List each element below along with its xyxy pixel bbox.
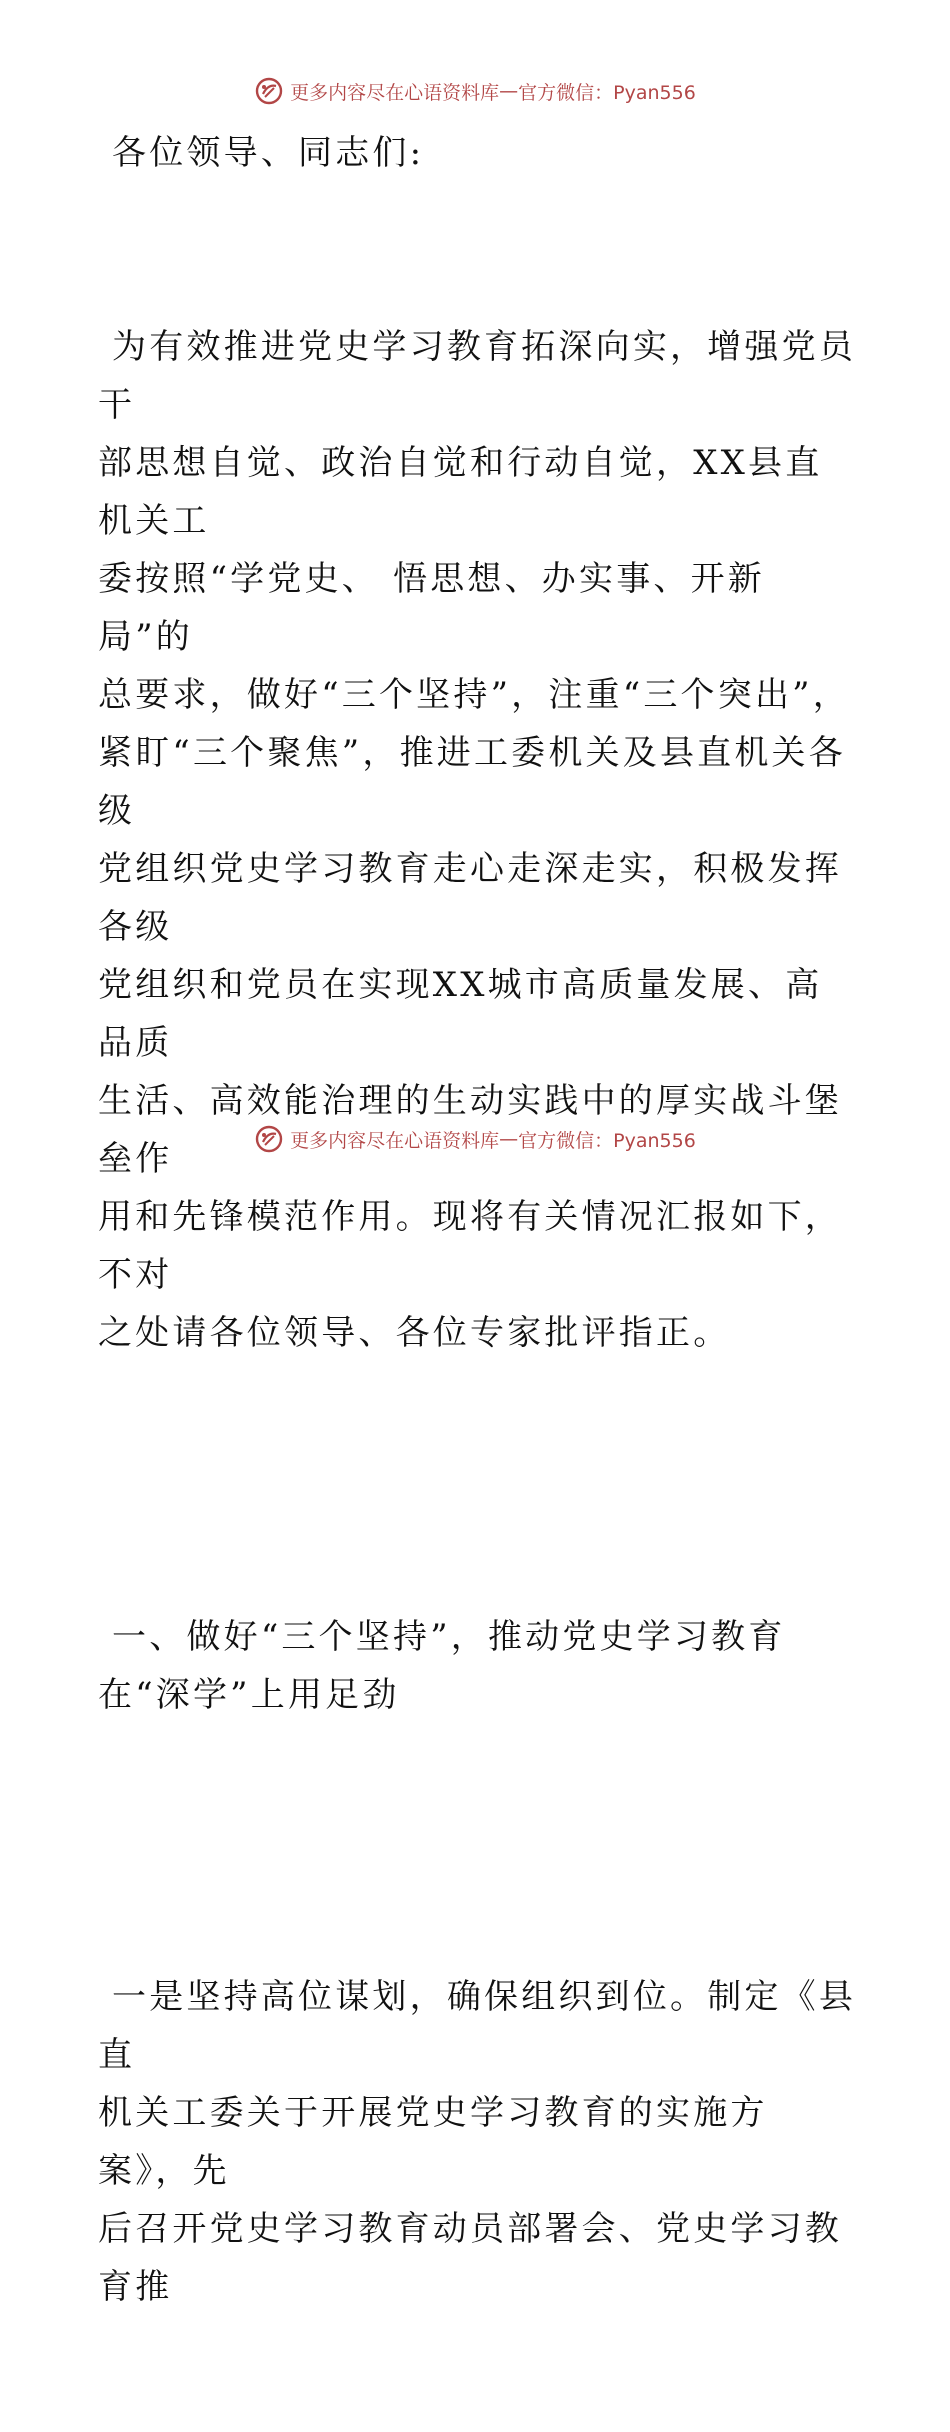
heading-line: 在“深学”上用足劲 (98, 1675, 400, 1715)
text-line: 党组织和党员在实现XX城市高质量发展、高品质 (98, 965, 823, 1063)
text-line: 后召开党史学习教育动员部署会、党史学习教育推 (98, 2209, 842, 2307)
paragraph-section-1 (98, 1852, 858, 2432)
banner-text: 更多内容尽在心语资料库 (290, 81, 500, 104)
banner-separator: — (499, 80, 519, 102)
header-watermark-banner (0, 76, 950, 106)
document-body (98, 124, 858, 2432)
text-line: 用和先锋模范作用。现将有关情况汇报如下，不对 (98, 1197, 842, 1295)
text-line: 一是坚持高位谋划，确保组织到位。制定《县直 (98, 1977, 857, 2075)
banner-separator: — (499, 1128, 519, 1150)
salutation: 各位领导、同志们: (98, 133, 425, 173)
paragraph-intro (98, 202, 858, 1478)
heading-line: 一、做好“三个坚持”，推动党史学习教育 (98, 1617, 786, 1657)
text-line: 部思想自觉、政治自觉和行动自觉，XX县直机关工 (98, 443, 823, 541)
text-line: 为有效推进党史学习教育拓深向实，增强党员干 (98, 327, 857, 425)
text-line: 之处请各位领导、各位专家批评指正。 (98, 1313, 731, 1353)
banner-wechat: 官方微信：Pyan556 (518, 1129, 696, 1152)
text-line: 生活、高效能治理的生动实践中的厚实战斗堡垒作 (98, 1081, 842, 1179)
banner-wechat: 官方微信：Pyan556 (518, 81, 696, 104)
text-line: 委按照“学党史、 悟思想、办实事、开新局”的 (98, 559, 765, 657)
brand-logo-icon (254, 1124, 284, 1154)
footer-watermark-banner (0, 1124, 950, 1154)
section-heading (98, 1492, 858, 1840)
text-line: 党组织党史学习教育走心走深走实，积极发挥各级 (98, 849, 842, 947)
text-line: 机关工委关于开展党史学习教育的实施方案》，先 (98, 2093, 768, 2191)
text-line: 总要求，做好“三个坚持”，注重“三个突出”， (98, 675, 850, 715)
text-line: 紧盯“三个聚焦”，推进工委机关及县直机关各级 (98, 733, 846, 831)
banner-text: 更多内容尽在心语资料库 (290, 1129, 500, 1152)
brand-logo-icon (254, 76, 284, 106)
